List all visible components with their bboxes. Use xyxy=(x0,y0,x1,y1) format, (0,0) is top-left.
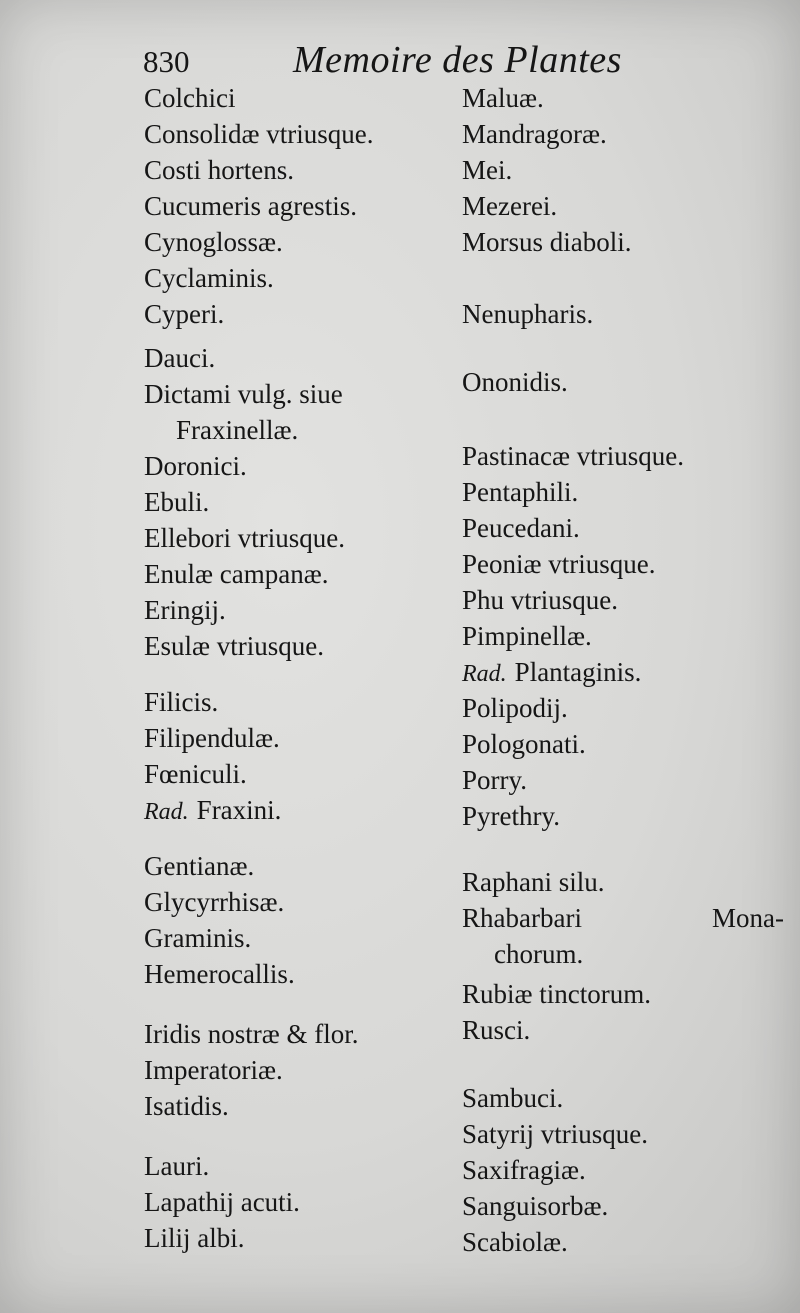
plant-entry xyxy=(176,412,298,448)
plant-name: Pentaphili. xyxy=(462,477,579,507)
plant-entry xyxy=(144,1184,300,1220)
plant-name: Cucumeris agrestis. xyxy=(144,191,357,221)
page-number: 830 xyxy=(143,44,190,79)
plant-entry xyxy=(144,756,247,792)
plant-entry xyxy=(462,654,641,692)
plant-entry xyxy=(462,1080,563,1116)
plant-entry xyxy=(144,1016,359,1052)
plant-name: Polipodij. xyxy=(462,693,568,723)
plant-entry xyxy=(462,726,586,762)
plant-entry xyxy=(144,448,247,484)
plant-name: Mei. xyxy=(462,155,513,185)
plant-name: Dictami vulg. siue xyxy=(144,379,343,409)
plant-entry xyxy=(144,956,295,992)
plant-entry xyxy=(144,1088,229,1124)
plant-name: Mandragoræ. xyxy=(462,119,607,149)
plant-name: Colchici xyxy=(144,83,236,113)
plant-entry xyxy=(462,976,651,1012)
plant-name: Glycyrrhisæ. xyxy=(144,887,285,917)
plant-name: Esulæ vtriusque. xyxy=(144,631,324,661)
plant-name: Eringij. xyxy=(144,595,226,625)
plant-entry xyxy=(144,224,283,260)
plant-entry xyxy=(144,484,209,520)
plant-name: Isatidis. xyxy=(144,1091,229,1121)
running-title: Memoire des Plantes xyxy=(293,39,622,81)
plant-entry xyxy=(462,188,557,224)
plant-entry xyxy=(462,1012,530,1048)
plant-name: Graminis. xyxy=(144,923,252,953)
plant-name: Mezerei. xyxy=(462,191,558,221)
plant-entry xyxy=(144,592,226,628)
plant-entry xyxy=(462,80,544,116)
plant-name: Costi hortens. xyxy=(144,155,295,185)
plant-entry xyxy=(144,684,218,720)
plant-entry xyxy=(144,80,235,116)
plant-name: Raphani silu. xyxy=(462,867,605,897)
plant-name: Hemerocallis. xyxy=(144,959,295,989)
plant-entry xyxy=(462,474,578,510)
plant-entry xyxy=(144,1148,209,1184)
plant-entry xyxy=(144,556,328,592)
plant-name: Lilij albi. xyxy=(144,1223,245,1253)
plant-name: Nenupharis. xyxy=(462,299,594,329)
plant-name: Fœniculi. xyxy=(144,759,247,789)
plant-entry xyxy=(462,1188,608,1224)
plant-name: Pastinacæ vtriusque. xyxy=(462,441,684,471)
plant-entry xyxy=(462,864,605,900)
plant-name: chorum. xyxy=(494,939,584,969)
plant-entry xyxy=(144,340,215,376)
plant-name: Peucedani. xyxy=(462,513,580,543)
plant-name: Filipendulæ. xyxy=(144,723,280,753)
plant-name: Doronici. xyxy=(144,451,247,481)
plant-entry xyxy=(144,188,357,224)
plant-name: Enulæ campanæ. xyxy=(144,559,329,589)
plant-entry xyxy=(144,116,374,152)
plant-name: Gentianæ. xyxy=(144,851,255,881)
plant-name: Rusci. xyxy=(462,1015,531,1045)
plant-entry xyxy=(462,364,568,400)
plant-entry xyxy=(144,260,274,296)
plant-entry xyxy=(144,920,251,956)
plant-entry xyxy=(462,900,784,936)
plant-name: Consolidæ vtriusque. xyxy=(144,119,374,149)
plant-entry xyxy=(462,690,568,726)
plant-entry xyxy=(144,848,254,884)
plant-entry xyxy=(462,1224,568,1260)
plant-entry xyxy=(144,628,324,664)
plant-name: Ellebori vtriusque. xyxy=(144,523,345,553)
plant-entry xyxy=(144,720,280,756)
plant-name: Peoniæ vtriusque. xyxy=(462,549,656,579)
radix-abbreviation: Rad. xyxy=(144,799,189,825)
plant-name: Rubiæ tinctorum. xyxy=(462,979,651,1009)
plant-name: Iridis nostræ & flor. xyxy=(144,1019,359,1049)
plant-name: Fraxinellæ. xyxy=(176,415,299,445)
plant-name: Imperatoriæ. xyxy=(144,1055,283,1085)
plant-entry xyxy=(144,792,281,830)
plant-name: Lapathij acuti. xyxy=(144,1187,300,1217)
plant-name: Pyrethry. xyxy=(462,801,560,831)
plant-name: Ebuli. xyxy=(144,487,210,517)
plant-name: Satyrij vtriusque. xyxy=(462,1119,648,1149)
plant-name: Sanguisorbæ. xyxy=(462,1191,609,1221)
plant-name: Porry. xyxy=(462,765,527,795)
plant-name: Saxifragiæ. xyxy=(462,1155,586,1185)
plant-entry xyxy=(462,1116,648,1152)
plant-name: Cyclaminis. xyxy=(144,263,274,293)
plant-entry xyxy=(462,762,527,798)
plant-name: Fraxini. xyxy=(196,795,282,825)
plant-name: Lauri. xyxy=(144,1151,210,1181)
plant-entry xyxy=(462,1152,586,1188)
plant-entry xyxy=(144,296,224,332)
plant-entry xyxy=(462,798,560,834)
plant-name: Rhabarbari xyxy=(462,903,582,933)
plant-entry xyxy=(144,884,284,920)
plant-name: Ononidis. xyxy=(462,367,568,397)
plant-entry xyxy=(144,520,345,556)
plant-name: Cyperi. xyxy=(144,299,225,329)
plant-name: Maluæ. xyxy=(462,83,544,113)
plant-entry xyxy=(462,582,618,618)
plant-entry xyxy=(462,296,593,332)
plant-name: Pimpinellæ. xyxy=(462,621,592,651)
plant-name: Morsus diaboli. xyxy=(462,227,632,257)
plant-name: Plantaginis. xyxy=(514,657,642,687)
plant-name: Cynoglossæ. xyxy=(144,227,283,257)
plant-entry xyxy=(144,152,294,188)
plant-entry xyxy=(462,510,580,546)
plant-name: Phu vtriusque. xyxy=(462,585,619,615)
plant-entry xyxy=(462,116,607,152)
plant-entry xyxy=(462,546,656,582)
hyphenated-continuation: Mona- xyxy=(712,903,784,933)
plant-name: Dauci. xyxy=(144,343,216,373)
plant-entry xyxy=(462,438,684,474)
plant-entry xyxy=(494,936,583,972)
plant-entry xyxy=(462,152,512,188)
plant-name: Scabiolæ. xyxy=(462,1227,568,1257)
plant-name: Filicis. xyxy=(144,687,219,717)
plant-entry xyxy=(144,1220,245,1256)
plant-entry xyxy=(144,376,343,412)
plant-entry xyxy=(462,618,592,654)
radix-abbreviation: Rad. xyxy=(462,661,507,687)
plant-name: Sambuci. xyxy=(462,1083,564,1113)
plant-entry xyxy=(462,224,632,260)
plant-name: Pologonati. xyxy=(462,729,586,759)
plant-entry xyxy=(144,1052,283,1088)
